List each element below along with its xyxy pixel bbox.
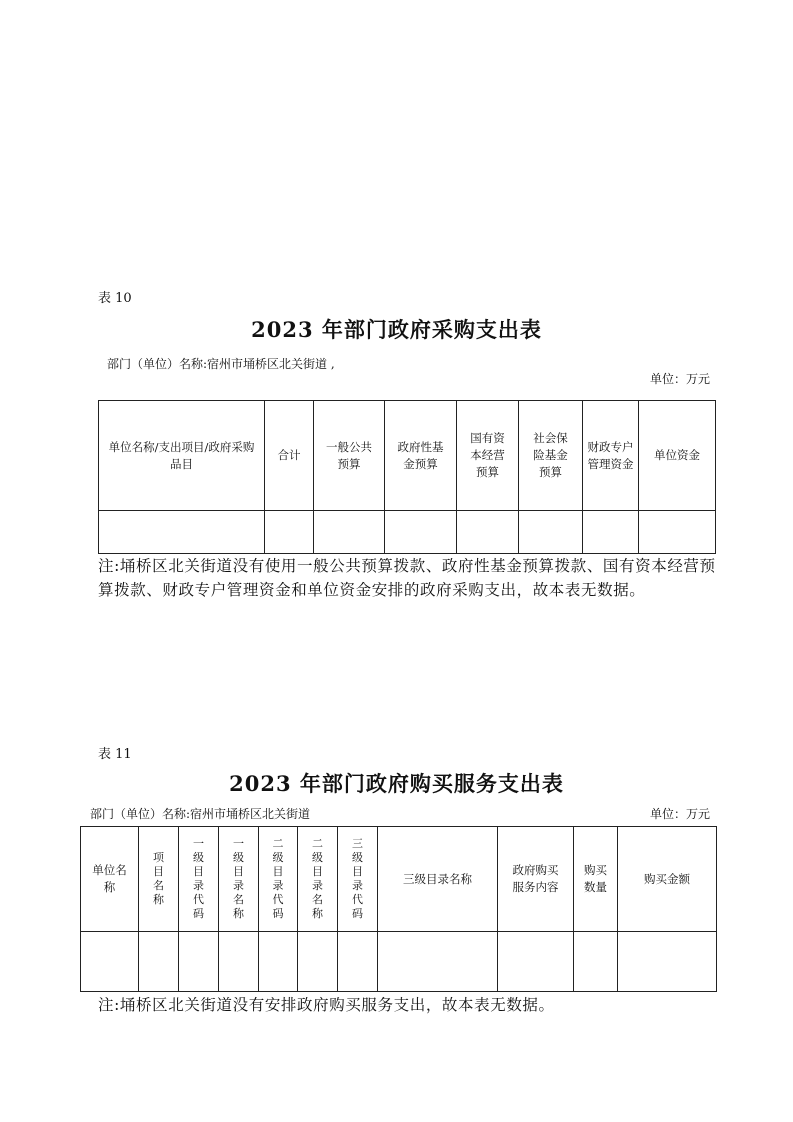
- table11-header-text: 二级目录名称: [312, 837, 323, 920]
- table11-empty-cell: [298, 932, 338, 992]
- table11-label: 表 11: [98, 747, 132, 762]
- table11-header-text: 三级目录代码: [352, 837, 363, 920]
- table10-title: 2023 年部门政府采购支出表: [251, 317, 542, 342]
- table10-note: 注:埇桥区北关街道没有使用一般公共预算拨款、政府性基金预算拨款、国有资本经营预算拨款、财政专户管理资金和单位资金安排的政府采购支出，故本表无数据。: [98, 557, 716, 599]
- table11-header-text: 二级目录代码: [272, 837, 284, 920]
- table11-header-cell: [498, 827, 574, 932]
- table11-dept-line: 部门（单位）名称:宿州市埇桥区北关街道: [90, 807, 311, 821]
- table10-empty-row: [99, 511, 716, 554]
- table11-header-cell: [139, 827, 179, 932]
- table11-header-cell: [574, 827, 618, 932]
- table11-header-cell: [179, 827, 219, 932]
- table11-header-text: 购买数量: [584, 863, 607, 894]
- table11-empty-cell: [378, 932, 498, 992]
- table10-label: 表 10: [98, 291, 132, 306]
- table11-empty-cell: [259, 932, 298, 992]
- table11-empty-cell: [139, 932, 179, 992]
- table11-header-cell: [81, 827, 139, 932]
- table11-header-text: 单位名称: [92, 863, 127, 894]
- table11-empty-row: [81, 932, 717, 992]
- table11-header-cell: [219, 827, 259, 932]
- table10-empty-cell: [519, 511, 583, 554]
- table11-header-cell: [298, 827, 338, 932]
- table11-unit: 单位：万元: [649, 807, 710, 821]
- table11-header-cell: [338, 827, 378, 932]
- table11-header-text: 政府购买服务内容: [512, 863, 559, 894]
- table10-header-row: [99, 401, 716, 511]
- table11-empty-cell: [179, 932, 219, 992]
- table10-grid: [98, 400, 716, 554]
- table10-empty-cell: [583, 511, 639, 554]
- table11-title: 2023 年部门政府购买服务支出表: [229, 771, 564, 796]
- table10-header-cell: 合计: [265, 401, 314, 511]
- table10-header-cell: 单位资金: [639, 401, 716, 511]
- table10-header-cell: 政府性基金预算: [385, 401, 457, 511]
- table11-header-cell: 购买金额: [618, 827, 717, 932]
- table11-header-text: 项目名称: [153, 851, 164, 906]
- table10-header-cell: 国有资本经营预算: [457, 401, 519, 511]
- table11-grid: [80, 826, 717, 992]
- table11-header-text: 一级目录名称: [233, 837, 244, 920]
- table11-empty-cell: [338, 932, 378, 992]
- table10-empty-cell: [99, 511, 265, 554]
- table11-note: 注:埇桥区北关街道没有安排政府购买服务支出，故本表无数据。: [98, 996, 555, 1014]
- table11-header-cell: [259, 827, 298, 932]
- table10-header-cell: 一般公共预算: [314, 401, 385, 511]
- table10-empty-cell: [457, 511, 519, 554]
- table10-header-cell: 财政专户管理资金: [583, 401, 639, 511]
- table10-header-cell: 单位名称/支出项目/政府采购品目: [99, 401, 265, 511]
- table11-header-cell: 三级目录名称: [378, 827, 498, 932]
- table11-header-row: [81, 827, 717, 932]
- table10-dept-line: 部门（单位）名称:宿州市埇桥区北关街道 ,: [107, 357, 335, 371]
- table11-empty-cell: [81, 932, 139, 992]
- table11-empty-cell: [574, 932, 618, 992]
- table10-empty-cell: [314, 511, 385, 554]
- table10-unit: 单位：万元: [649, 372, 710, 386]
- table11-empty-cell: [618, 932, 717, 992]
- table10-header-cell: 社会保险基金预算: [519, 401, 583, 511]
- table10-empty-cell: [265, 511, 314, 554]
- table11-empty-cell: [498, 932, 574, 992]
- table10-empty-cell: [385, 511, 457, 554]
- table10-empty-cell: [639, 511, 716, 554]
- table11-empty-cell: [219, 932, 259, 992]
- table11-header-text: 一级目录代码: [193, 837, 204, 920]
